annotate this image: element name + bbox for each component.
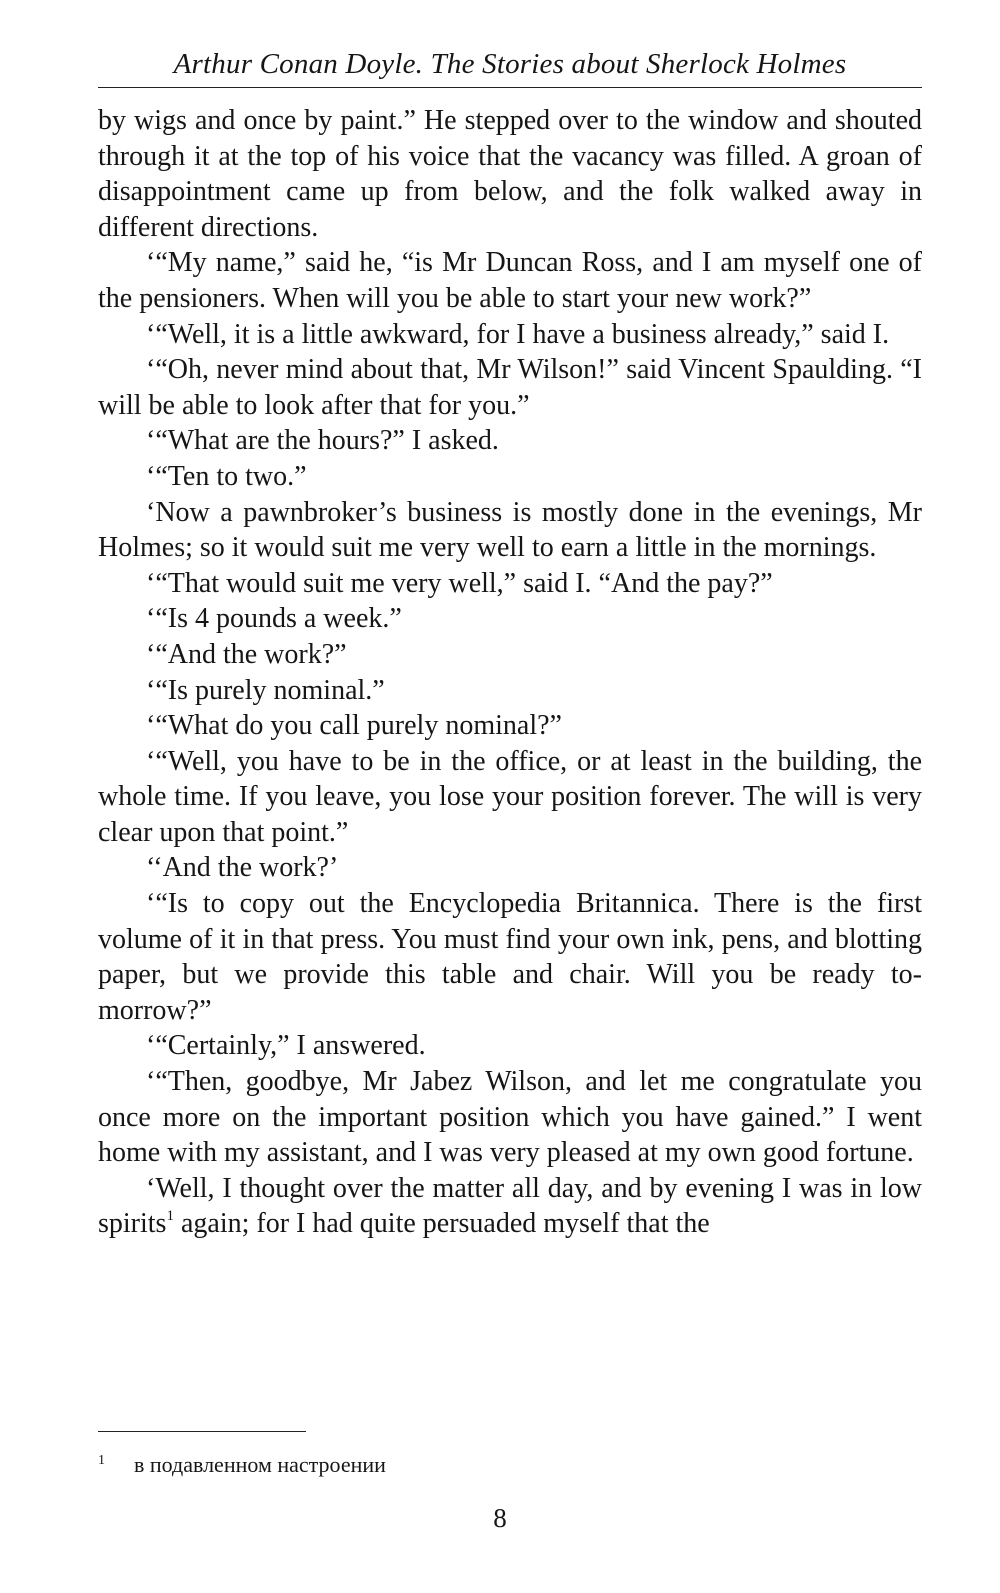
footnote-reference[interactable]: 1 — [166, 1208, 174, 1225]
paragraph-last — [98, 1171, 922, 1242]
body-text — [98, 103, 922, 1242]
header-rule — [98, 87, 922, 88]
paragraph-last-start: ‘Well, I thought over the matter all day, and by evening I was in low spirits — [98, 1172, 922, 1240]
paragraph: ‘“Certainly,” I answered. — [146, 1030, 426, 1062]
paragraph: ‘“Well, you have to be in the office, or at least in the building, the whole time. If you leave, you lose your position forever. The will is very clear upon that point.” — [98, 745, 922, 848]
paragraph: ‘“Oh, never mind about that, Mr Wilson!” said Vincent Spaulding. “I will be able to look after that for you.” — [98, 354, 922, 421]
paragraph: ‘“Well, it is a little awkward, for I have a business already,” said I. — [146, 318, 890, 350]
paragraph: ‘“Ten to two.” — [146, 460, 307, 492]
paragraph: ‘“What do you call purely nominal?” — [146, 710, 562, 742]
footnote-text: в подавленном настроении — [134, 1452, 386, 1477]
paragraph: ‘“Is to copy out the Encyclopedia Britannica. There is the first volume of it in that press. You must find your own ink, pens, and blotting paper, but we provide this table and chair. Will you be ready to-morrow?” — [98, 888, 922, 1026]
page-number: 8 — [493, 1503, 507, 1533]
footnote-rule — [98, 1431, 306, 1432]
paragraph: ‘Now a pawnbroker’s business is mostly done in the evenings, Mr Holmes; so it would suit me very well to earn a little in the mornings. — [98, 496, 922, 564]
paragraph-last-end: again; for I had quite persuaded myself that the — [173, 1208, 710, 1240]
paragraph: ‘“My name,” said he, “is Mr Duncan Ross, and I am myself one of the pensioners. When will you be able to start your new work?” — [98, 247, 922, 314]
paragraph: by wigs and once by paint.” He stepped over to the window and shouted through it at the top of his voice that the vacancy was filled. A groan of disappointment came up from below, and the folk walked away in different directions. — [98, 105, 922, 243]
paragraph: ‘“And the work?” — [146, 638, 347, 670]
paragraph: ‘“What are the hours?” I asked. — [146, 425, 499, 457]
paragraph: ‘“Is 4 pounds a week.” — [146, 603, 402, 635]
paragraph: ‘“Then, goodbye, Mr Jabez Wilson, and let me congratulate you once more on the important position which you have gained.” I went home with my assistant, and I was very pleased at my own good fortune. — [98, 1066, 922, 1169]
paragraph: ‘“Is purely nominal.” — [146, 674, 385, 706]
paragraph: ‘‘And the work?’ — [146, 852, 339, 884]
footnote: 1 в подавленном настроении — [98, 1452, 386, 1477]
paragraph: ‘“That would suit me very well,” said I. “And the pay?” — [146, 567, 773, 599]
running-head: Arthur Conan Doyle. The Stories about Sherlock Holmes — [173, 48, 847, 80]
